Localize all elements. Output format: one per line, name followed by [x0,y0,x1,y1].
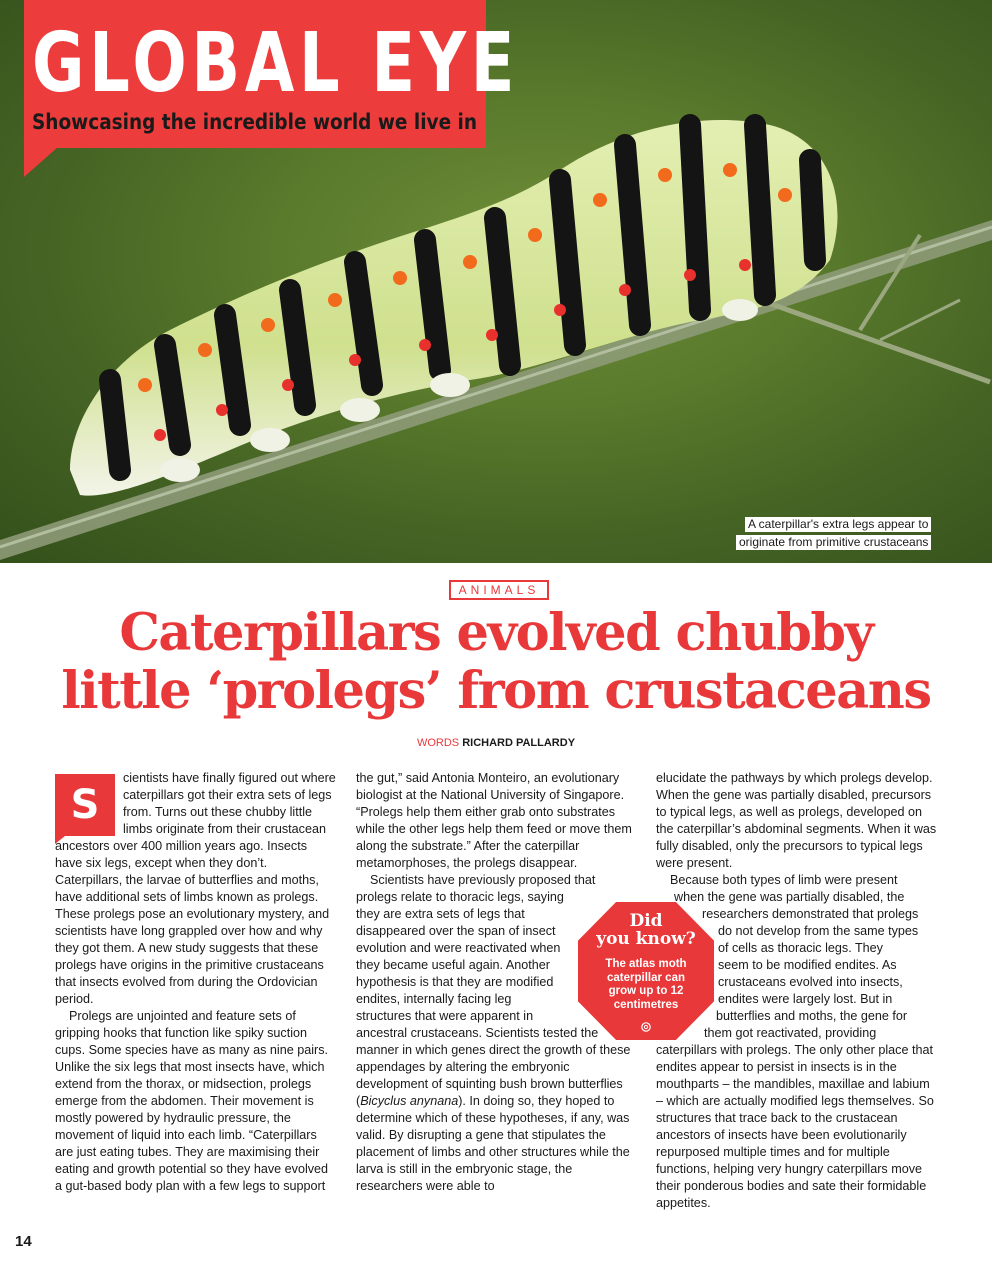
did-you-know-title-line-1: Did [629,911,663,931]
gear-icon [640,1021,652,1033]
wrap-line: researchers demonstrated that prolegs [702,907,919,921]
text-run: caterpillars with prolegs. The only other place that endites appear to persist in insects is in the mouthparts – the mandibles, maxillae and labium – which are actually modified legs themselves. So structures that trace back to the crustacean ancestors of insects have been evolutionarily repurposed multiple times and for multiple functions, helping very hungry caterpillars move their ponderous bodies and sate their formidable appetites. [656,1043,934,1210]
wrap-line: crustaceans evolved into insects, [718,975,903,989]
article-column-1 [55,770,337,1195]
wrap-line: of cells as thoracic legs. They [718,941,883,955]
caption-line-2: originate from primitive crustaceans [736,535,931,550]
wrap-line: they are extra sets of legs that [356,907,525,921]
wrap-line: disappeared over the span of insect [356,924,556,938]
wrap-line: Because both types of limb were present [670,873,898,887]
article-headline [0,604,992,720]
headline-line-1: Caterpillars evolved chubby [119,603,873,663]
drop-cap: S [55,774,115,836]
paragraph: Prolegs are unjointed and feature sets of gripping hooks that function like spiky suction cups. Some species have as many as nine pairs. Unlike the six legs that most insects have, which extend from the thorax, or midsection, prolegs emerge from the abdomen. Their movement is mostly powered by hydraulic pressure, the movement of liquid into each limb. “Caterpillars are just eating tubes. They are maximising their eating and growth potential so they have evolved a gut-based body plan with a few legs to support [55,1009,329,1193]
paragraph: cientists have finally figured out where caterpillars got their extra sets of legs from. Turns out these chubby little limbs originate from their crustacean ancestors over 400 million years ago. Insects have six legs, except when they don’t. Caterpillars, the larvae of butterflies and moths, have additional sets of limbs known as prolegs. These prolegs pose an evolutionary mystery, and scientists have long grappled over how and why they got them. A new study suggests that these prolegs have origins in the primitive crustaceans that insects evolved from during the Ordovician period. [55,771,336,1006]
wrap-line: evolution and were reactivated when [356,941,561,955]
wrap-line: them got reactivated, providing [704,1026,877,1040]
wrap-line: seem to be modified endites. As [718,958,897,972]
caption-line-1: A caterpillar's extra legs appear to [745,517,931,532]
section-tag: ANIMALS [449,580,549,600]
wrap-line: hypothesis is that they are modified [356,975,554,989]
did-you-know-text: The atlas moth caterpillar can grow up to 12 centimetres [605,958,687,1011]
byline [0,737,992,749]
byline-label: WORDS [416,737,460,749]
section-title: GLOBAL EYE [32,16,520,111]
paragraph: the gut,” said Antonia Monteiro, an evolutionary biologist at the National University of Singapore. “Prolegs help them either grab onto substrates while the other legs help them feed or move them along the substrate.” After the caterpillar metamorphoses, the prolegs disappear. [356,771,632,870]
section-subtitle: Showcasing the incredible world we live in [32,110,478,134]
wrap-line: prolegs relate to thoracic legs, saying [356,890,564,904]
did-you-know-box [578,902,714,1040]
text-run: ancestral crustaceans. Scientists tested the manner in which genes direct the growth of these appendages by altering the embryonic development of squinting bush brown butterflies ( [356,1026,631,1108]
banner-speech-tail [24,147,58,177]
wrap-line: endites, internally facing leg [356,992,512,1006]
wrap-line: do not develop from the same types [718,924,919,938]
headline-line-2: little ‘prolegs’ from crustaceans [61,661,931,721]
wrap-line: endites were largely lost. But in [718,992,893,1006]
wrap-line: they became useful again. Another [356,958,550,972]
wrap-line: structures that were apparent in [356,1009,534,1023]
wrap-line: Scientists have previously proposed that [370,873,596,887]
wrap-line: butterflies and moths, the gene for [716,1009,908,1023]
did-you-know-title [578,912,714,948]
text-run: ). In doing so, they hoped to determine which of these hypotheses, if any, was valid. By disrupting a gene that stipulates the placement of limbs and other structures while the larva is still in the embryonic stage, the researchers were able to [356,1094,630,1193]
hero-photo [0,0,992,563]
did-you-know-title-line-2: you know? [596,929,696,949]
paragraph: elucidate the pathways by which prolegs develop. When the gene was partially disabled, precursors to typical legs, as well as prolegs, developed on the caterpillar’s abdominal segments. When it was fully disabled, only the precursors to typical legs were present. [656,771,937,870]
species-name: Bicyclus anynana [360,1094,459,1108]
wrap-line: when the gene was partially disabled, the [674,890,905,904]
page-number: 14 [15,1233,32,1250]
photo-caption [736,515,936,551]
byline-author: RICHARD PALLARDY [462,737,576,749]
